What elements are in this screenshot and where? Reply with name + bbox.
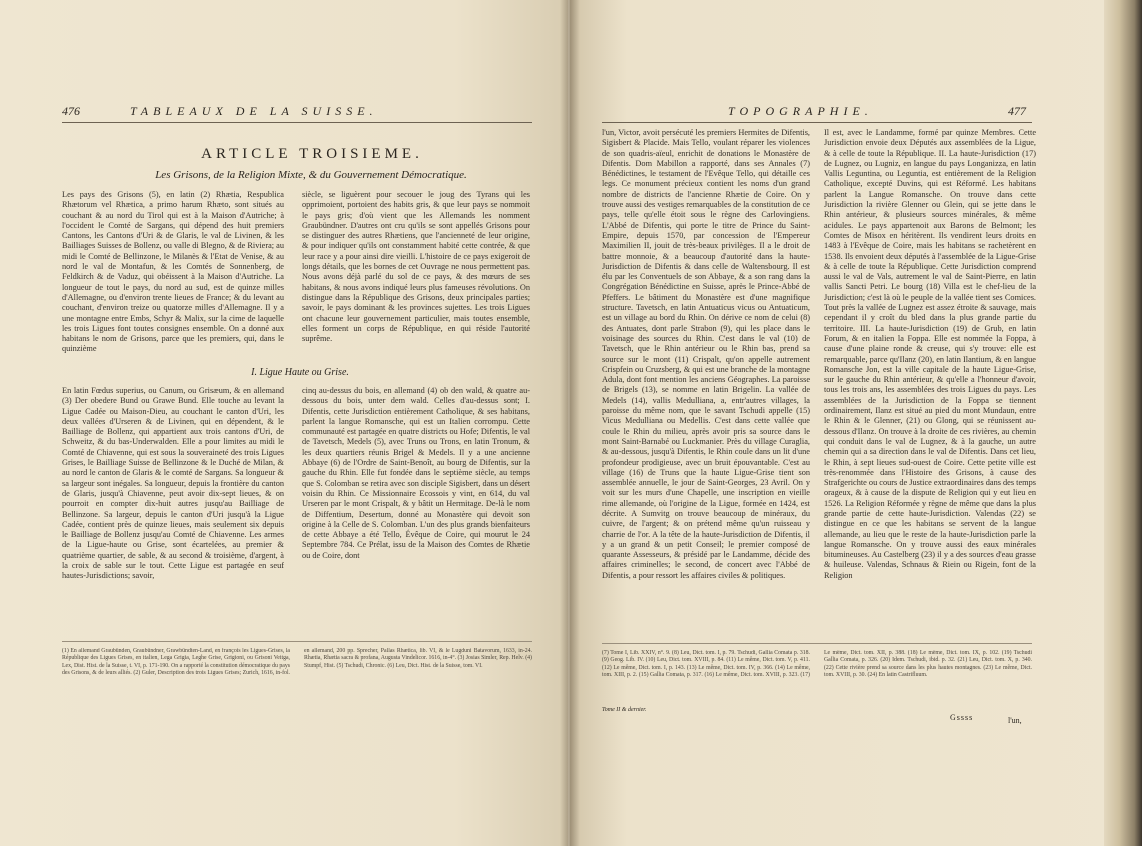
footnotes-right: (7) Tome I, Lib. XXIV, n°. 9. (8) Leu, Dict. tom. I, p. 79. Tschudi, Gallia Comata p. 318. (9) Geog. Lib. IV. (10) Leu, Dict. tom. XVIII, p. 84. (11) Le même, Dict. tom. V, p. 411. (12) Le même, Dict. tom. I, p. 143. (13) Le même, Dict. tom. IV, p. 366. (14) Le même, tom. XIII, p. 2. (15) Gallia Comata, p. 317. (16) Le même, Dict. tom. XVIII, p. 323. (17) Le même, Dict. tom. XII, p. 388. (18) Le même, Dict. tom. IX, p. 102. (19) Tschudi Gallia Comata, p. 326. (20) Idem. Tschudi, ibid. p. 32. (21) Leu, Dict. tom. X, p. 340. (22) Cette rivière prend sa source dans les plus hautes montagnes. (23) Le même, Dict. tom. XVIII, p. 30. (24) En latin Castrifluum.: [602, 650, 1032, 678]
page-edge-shadow: [1104, 0, 1142, 846]
section-column-1: En latin Fœdus superius, ou Canum, ou Grisæum, & en allemand (3) Der obedere Bund ou Grawe Bund. Elle touche au levant la Ligue Cadée ou Maison-Dieu, au couchant le canton d'Uri, les deux vallées d'Urseren & de Livinen, qui en dépendent, & le Bailliage de Bollenz, qui appartient aux trois cantons d'Uri, de Schweitz, & du bas-Underwalden. Elle a pour limites au midi le Comté de Chiavenne, qui est sous la souveraineté des trois Ligues Grises, le Bailliage Suisse de Bellinzone & le Duché de Milan, & au nord le canton de Glaris & le comté de Sargans. Sa longueur & sa largeur sont inégales. Sa longueur, depuis la frontière du canton de Glaris, jusqu'à Chiavenne, peut avoir dix-sept lieues, & on pourroit en compter dix-huit autres jusqu'au Bailliage de Bellinzone. Sa largeur, depuis le canton d'Uri jusqu'à la Ligue Cadée, contient près de quinze lieues, mais seulement six depuis le Bailliage de Bollenz jusqu'au Comté de Chiavenne. Les armes de la Ligue-haute ou Grise, sont écartelées, au premier & quatrième quartier, de sable, & au second & troisième, d'argent, à la croix de sable sur le tout. Cette Ligue est partagée en seuf hautes-Jurisdictions; savoir,: [62, 386, 284, 581]
running-head-left: TABLEAUX DE LA SUISSE.: [130, 104, 378, 118]
head-rule-left: [62, 122, 532, 123]
left-page: [0, 0, 568, 846]
page-number-right: 477: [1008, 104, 1026, 118]
book-gutter: [560, 0, 580, 846]
section-title: I. Ligue Haute ou Grise.: [251, 367, 349, 378]
article-subtitle: Les Grisons, de la Religion Mixte, & du Gouvernement Démocratique.: [155, 169, 467, 181]
intro-column-1: Les pays des Grisons (5), en latin (2) Rhætia, Respublica Rhætorum vel Rhætica, a primo harum Rhæto, sont situés au couchant & au nord du Tirol qui est à la Maison d'Autriche; à l'occident le Comté de Sargans, qui dépend des huit premiers Cantons, les Cantons d'Uri & de Glaris, le val de Livinen, & les Bailliages Suisses de Bollenz, ou valle di Blegno, & de Riviera; au midi le Comté de Bellinzone, le Milanès & l'Etat de Venise, & au nord le val de Montafun, & les Comtés de Sonnenberg, de Feldkirch & de Vaduz, qui obéissent à la Maison d'Autriche. La longueur de tout le pays, du nord au sud, est de quinze milles d'Allemagne, ou d'environ trente lieues de France; & du levant au couchant, d'environ treize ou quatorze milles d'Allemagne. Il y a une montagne entre Embs, Schyr & Malix, sur la cime de laquelle les trois Ligues font toutes consignes ensemble. On a donné aux habitans le nom de Grisons, parce que les premiers, qui, dans le quinzième: [62, 190, 284, 354]
head-rule-right: [602, 122, 1032, 123]
right-column-1: l'un, Victor, avoit persécuté les premiers Hermites de Difentis, Sigisbert & Placide. Mais Tello, voulant réparer les violences de son quadris-aïeul, enrichit de donations le Monastère de Difentis. Dom Mabillon a rapporté, dans ses Annales (7) Bénédictines, le testament de l'Evêque Tello, qui détaille ces legs. Ce monument précieux contient les noms d'un grand nombre de districts de l'ancienne Rhætie de Coire. On y trouve aussi des vestiges remarquables de la constitution de ce pays, telle qu'elle étoit sous le règne des Carlovingiens. L'Abbé de Difentis, qui porte le titre de Prince du Saint-Empire, depuis 1570, par concession de l'Empereur Maximilien II, jouit de très-beaux privilèges. Il a le droit de battre monnoie, & a beaucoup d'autorité dans la haute-Jurisdiction de Difentis & dans celle de Waltensbourg. Il est élu par les Conventuels de son Abbaye, & a son rang dans la Congrégation Bénédictine en Suisse, après le Prince-Abbé de Pfeffers. Le bâtiment du Monastère est d'une magnifique structure. Tavetsch, en latin Antuaticus vicus ou Antuaticum, est un village au bord du Rhin. On dérive ce nom de celui (8) des Antuates, dont parle Strabon (9), qui les place dans le voisinage des sources du Rhin. C'est dans le val (10) de Tavetsch, que le Rhin antérieur ou le Rhin bas, prend sa source sur le mont (11) Crispalt, qu'on appelle autrement Crispfein ou Cruzsberg, & qui est une branche de la montagne Adula, dont font mention les anciens Géographes. La paroisse de Brigels (13), se nomme en latin Brigelin. La vallée de Medels (14), vallis Medulliana, a, entr'autres villages, la paroisse du même nom, que le savant Tschudi appelle (15) Vicus Medulliana ou Medellis. C'est dans cette vallée que coule le Rhin du milieu, après avoir pris sa source dans le mont Saint-Barnabé ou Luckmanier. Près du village Curaglia, & au-dessous, jusqu'à Difentis, le Rhin coule dans un lit d'une profondeur prodigieuse, avec un bruit épouvantable. C'est au village (16) de Truns que la haute Ligue-Grise tient son assemblée annuelle, le jour de Saint-Georges, 23 Avril. On y voit sur les murs d'une Chapelle, une inscription en vieille rime allemande, où l'origine de la Ligue, formée en 1424, est décrite. A Sumvitg on trouve beaucoup de minéraux, du cuivre, de l'argent; & on prétend même qu'un ruisseau y charrie de l'or. A la tête de la haute-Jurisdiction de Difentis, il y a un grand & un petit Conseil; le premier composé de quarante Assesseurs, & présidé par le Landamme, décide des affaires criminelles; le second, de concert avec l'Abbé de Difentis, a pour ressort les affaires civiles & politiques.: [602, 128, 810, 580]
article-title: ARTICLE TROISIEME.: [201, 146, 423, 162]
right-column-2: Il est, avec le Landamme, formé par quinze Membres. Cette Jurisdiction envoie deux Députés aux assemblées de la Ligue, & à celle de toute la République. II. La haute-Jurisdiction (17) de Lugnez, ou Lugniz, en langue du pays Longanizza, en latin Vallis Leguntina, ou Leguntia, est entièrement de la Religion Catholique, excepté Duvins, qui est Réformé. Les habitans parlent la Langue Romansche. On trouve dans cette Jurisdiction la rivière Glenner ou Glein, qui se jette dans le Rhin antérieur, & plusieurs sources minérales, & même acidules. Le pays appartenoit aux Barons de Belmont; les Comtes de Misox en héritèrent. Ils vendirent leurs droits en 1483 à l'Evêque de Coire, mais les habitans se rachetèrent en 1538. Ils envoient deux députés à l'assemblée de la Ligue-Grise & à celle de toute la République. Cette Jurisdiction comprend aussi le val de Vals, autrement le val de Saint-Pierre, en latin vallis Sancti Petri. Le bourg (18) Villa est le chef-lieu de la Jurisdiction; c'est là où le peuple de la vallée tient ses Comices. Tout près la vallée de Lugnez est assez étroite & sauvage, mais cependant il y croît du bled dans la plus grande partie du territoire. III. La haute-Jurisdiction (19) de Grub, en latin Forum, & en italien la Foppa. Elle est nommée la Foppa, à cause d'une plaine ronde & creuse, qui s'y trouve: elle est remarquable, parce qu'Ilanz (20), en latin Ilantium, & en langue Romansche Jon, est la ville capitale de la haute Ligue-Grise, sur le gauche du Rhin antérieur, & qu'elle a l'honneur d'avoir, tous les trois ans, les assemblées des trois Ligues du pays. Les assemblées de la Jurisdiction de la Foppa se tiennent ordinairement, Ilanz est situé au pied du mont Mundaun, entre le Rhin & le Glenner, (21) ou Glong, qui se réunissent au-dessous d'Ilanz. On trouve à la droite de ces rivières, au chemin qui conduit dans le val de Lugnez, & à la gauche, un autre chemin qui a sa direction dans le val de Difentis. Dans cet lieu, le Rhin, à sept lieues sud-ouest de Coire. Cette petite ville est très-renommée dans l'Histoire des Grisons, à cause des Strafgerichte ou cours de Justice extraordinaires dans des temps orageux, & à cause de la dispute de Religion qui y eut lieu en 1526. La Religion Réformée y règne de même que dans la plus grande partie de cette haute-Jurisdiction. Valendas (22) se distingue en ce que les habitans se servent de la langue allemande, au lieu que le reste de la haute-Jurisdiction parle la langue Romansche. On y trouve aussi des eaux minérales bitumineuses. Au Castelberg (23) il y a des sources d'eau grasse & huileuse. Valendas, Schnaus & Riein ou Rigein, font de la Religion: [824, 128, 1036, 580]
catchword: l'un,: [1008, 716, 1022, 725]
page-number-left: 476: [62, 104, 80, 118]
signature-mark: Gssss: [950, 713, 974, 722]
footnotes-left: (1) En allemand Graubünden, Graubündner, Grawbündten-Land, en françois les Ligues-Grises, la République des Ligues Grises, en italien, Lega Grigia, Leghe Grise, Grigioni, ou Grisoni Veitga, Lex, Dist. Hist. de la Suisse, t. VI, p. 171-190. On a rapporté la constitution démocratique du pays des Grisons, & de leurs alliés. (2) Guler, Description des trois Ligues Grises; Zurich, 1616, in-fol. en allemand, 200 pp. Sprecher, Pallas Rhætica, lib. VI, & le Lugduni Batavorum, 1633, in-24. Rhætia, Rhætia sacra & profana, Augusta Vindelicor. 1616, in-4°. (3) Josias Simler, Rep. Helv. (4) Stumpf, Hist. (5) Tschudi, Chronic. (6) Leu, Dict. Hist. de la Suisse, tom. VI.: [62, 648, 532, 676]
intro-column-2: siècle, se liguèrent pour secouer le joug des Tyrans qui les opprimoient, portoient des habits gris, & que leur pays se nommoit le pays gris; d'où vient que les Allemands les nomment Graubündner. D'autres ont cru qu'ils se sont appellés Grisons pour se distinguer des autres Rhætiens, que l'ancienneté de leur origine, & pour indiquer qu'ils ont constamment habité cette contrée, & que leur race y a pour ainsi dire vieilli. L'histoire de ce pays exigeroit de longs détails, que les bornes de cet Ouvrage ne nous permettent pas. Nous avons déjà parlé du sol de ce pays, & des mœurs de ses habitans, & nous avons indiqué leurs plus fameuses révolutions. On distingue dans la République des Grisons, deux principales parties; savoir, le pays dominant & les provinces sujettes. Les trois Ligues ont chacune leur gouvernement particulier, mais toutes ensemble, elles forment un corps de République, en qui réside l'autorité suprême.: [302, 190, 530, 344]
running-head-right: TOPOGRAPHIE.: [728, 104, 873, 118]
right-page: [570, 0, 1142, 846]
footnote-rule-left: [62, 641, 532, 642]
footnote-rule-right: [602, 643, 1032, 644]
volume-note: Tome II & dernier.: [602, 707, 647, 713]
section-column-2: cinq au-dessus du bois, en allemand (4) ob den wald, & quatre au-dessous du bois, unter dem wald. Celles d'au-dessus sont; I. Difentis, cette Jurisdiction entièrement Catholique, & ses habitans, parlent la langue Romansche, qui est un Italien corrompu. Cette communauté est partagée en quatre districts ou Hofe; Difentis, le val de Tavetsch, Medels (5), avec Truns ou Trons, en latin Tronum, & les deux quartiers réunis Brigel & Medels. Il y a une ancienne Abbaye (6) de l'Ordre de Saint-Benoît, au bourg de Difentis, sur la gauche du Rhin. Elle fut fondée dans le septième siècle, au temps que S. Colomban se retira avec son disciple Sigisbert, dans un désert voisin du Rhin. Ce Missionnaire Ecossois y vint, en 614, du val Urseren par le mont Crispalt, & y bâtit un Hermitage. De-là le nom de Diffentium, Desertum, donné au Monastère qui devoit son origine à la Celle de S. Colomban. L'un des plus grands bienfaiteurs de cette Abbaye a été Tello, Évêque de Coire, qui mourut le 24 Septembre 784. Ce Prélat, issu de la Maison des Comtes de Rhætie ou de Coire, dont: [302, 386, 530, 560]
